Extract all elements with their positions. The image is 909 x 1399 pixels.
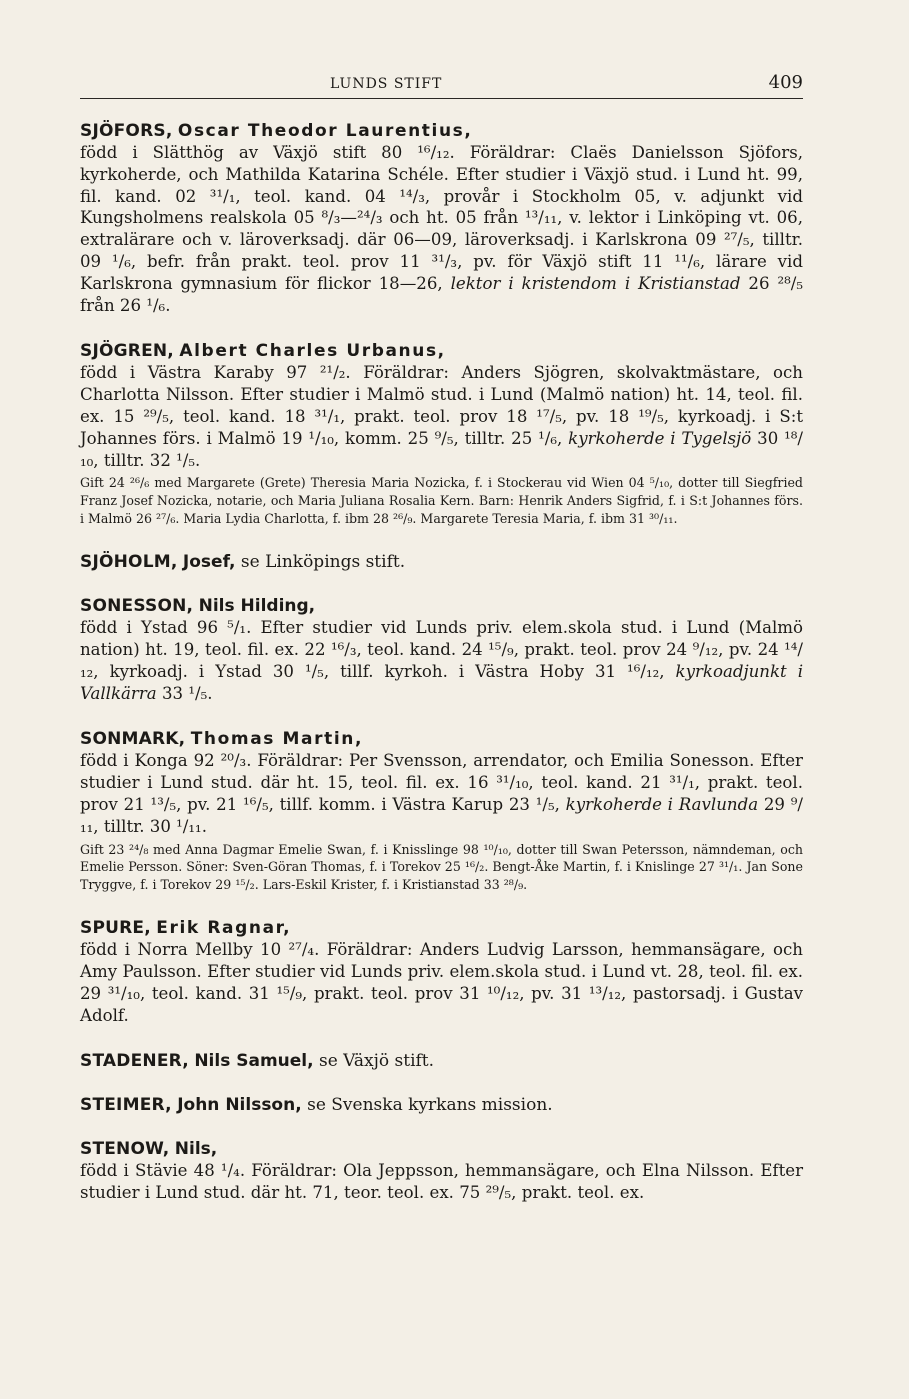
entry-given-names: Nils, [174,1139,218,1160]
entry-given-names: Albert Charles Urbanus, [179,341,446,362]
running-title: LUNDS STIFT [330,76,443,92]
entry-surname: SJÖHOLM, [80,552,178,573]
biography-text: född i Ystad 96 ⁵/₁. Efter studier vid Lunds priv. elem.skola stud. i Lund (Malmö nation) ht. 19, teol. fil. ex. 22 ¹⁶/₃, teol. kand. 24 ¹⁵/₉, prakt. teol. prov 24 ⁹/₁₂, pv. 24 ¹⁴/₁₂, kyrkoadj. i Ystad 30 ¹/₅, tillf. kyrkoh. i Västra Hoby 31 ¹⁶/₁₂, [80,618,803,681]
entry-stenow [80,1138,803,1204]
entry-given-names: Oscar Theodor Laurentius, [177,121,473,141]
page-number: 409 [768,72,803,93]
entry-surname: STEIMER, [80,1095,172,1116]
biography-title: kyrkoherde i Ravlunda [565,794,759,814]
entry-biography [80,142,803,316]
entry-given-names: Nils Samuel, [194,1051,314,1072]
entry-given-names: Thomas Martin, [190,729,364,750]
entry-biography: född i Norra Mellby 10 ²⁷/₄. Föräldrar: Anders Ludvig Larsson, hemmansägare, och Amy Paulsson. Efter studier vid Lunds priv. elem.skola stud. i Lund vt. 28, teol. fil. ex. 29 ³¹/₁₀, teol. kand. 31 ¹⁵/₉, prakt. teol. prov 31 ¹⁰/₁₂, pv. 31 ¹³/₁₂, pastorsadj. i Gustav Adolf. [80,940,803,1025]
biography-text-end: 33 ¹/₅. [161,683,213,703]
entry-given-names: John Nilsson, [177,1095,302,1116]
entry-surname: SPURE, [80,918,151,939]
entry-sonesson [80,595,803,704]
entry-steimer [80,1094,803,1116]
entry-name [80,595,803,617]
biography-title: kyrkoherde i Tygelsjö [568,428,752,448]
entry-biography [80,617,803,704]
biography-title: kyrkoadjunkt i Vallkärra [80,661,804,703]
entry-surname: SJÖGREN, [80,341,174,362]
entry-name [80,917,803,939]
entry-given-names: Josef, [182,552,236,573]
biography-text-end: 29 ⁹/₁₁, tilltr. 30 ¹/₁₁. [80,794,803,836]
entry-stadener [80,1050,803,1072]
entry-name [80,551,803,573]
entry-surname: STENOW, [80,1139,170,1160]
entry-biography [80,362,803,471]
entry-sjofors [80,120,803,316]
biography-title: lektor i kristendom i Kristianstad [450,273,741,293]
page-header [80,72,803,99]
entry-surname: SJÖFORS, [80,121,173,141]
entry-biography [80,750,803,837]
cross-reference: se Svenska kyrkans mission. [307,1095,553,1116]
entry-name [80,340,803,362]
entry-family: Gift 24 ²⁶/₆ med Margarete (Grete) Theresia Maria Nozicka, f. i Stockerau vid Wien 04 ⁵/₁₀, dotter till Siegfried Franz Josef Nozicka, notarie, och Maria Juliana Rosalia Kern. Barn: Henrik Anders Sigfrid, f. i S:t Johannes förs. i Malmö 26 ²⁷/₆. Maria Lydia Charlotta, f. ibm 28 ²⁶/₉. Margarete Teresia Maria, f. ibm 31 ³⁰/₁₁. [80,475,803,526]
biography-text-end: 30 ¹⁸/₁₀, tilltr. 32 ¹/₅. [80,428,803,470]
entry-surname: SONMARK, [80,729,186,750]
entry-biography: född i Stävie 48 ¹/₄. Föräldrar: Ola Jeppsson, hemmansägare, och Elna Nilsson. Efter studier i Lund stud. där ht. 71, teor. teol. ex. 75 ²⁹/₅, prakt. teol. ex. [80,1161,803,1203]
biography-text-end: 26 ²⁸/₅ från 26 ¹/₆. [80,273,803,315]
entry-spure [80,917,803,1026]
entry-name [80,1094,803,1116]
entry-name [80,1138,803,1160]
entry-name [80,120,803,142]
entry-surname: STADENER, [80,1051,189,1072]
entry-sonmark [80,728,803,893]
cross-reference: se Linköpings stift. [240,552,406,573]
cross-reference: se Växjö stift. [318,1051,435,1072]
biography-text: född i Slätthög av Växjö stift 80 ¹⁶/₁₂. Föräldrar: Claës Danielsson Sjöfors, kyrkoherde, och Mathilda Katarina Schéle. Efter studier i Växjö stud. i Lund ht. 99, fil. kand. 02 ³¹/₁, teol. kand. 04 ¹⁴/₃, provår i Stockholm 05, v. adjunkt vid Kungsholmens realskola 05 ⁸/₃—²⁴/₃ och ht. 05 från ¹³/₁₁, v. lektor i Linköping vt. 06, extralärare och v. läroverksadj. där 06—09, läroverksadj. i Karlskrona 09 ²⁷/₅, tilltr. 09 ¹/₆, befr. från prakt. teol. prov 11 ³¹/₃, pv. för Växjö stift 11 ¹¹/₆, lärare vid Karlskrona gymnasium för flickor 18—26, [80,143,803,293]
entry-surname: SONESSON, [80,596,194,617]
biography-text: född i Konga 92 ²⁰/₃. Föräldrar: Per Svensson, arrendator, och Emilia Sonesson. Efter studier i Lund stud. där ht. 15, teol. fil. ex. 16 ³¹/₁₀, teol. kand. 21 ³¹/₁, prakt. teol. prov 21 ¹³/₅, pv. 21 ¹⁶/₅, tillf. komm. i Västra Karup 23 ¹/₅, [80,751,803,814]
entries-column [80,120,803,1228]
entry-name [80,1050,803,1072]
entry-sjoholm [80,551,803,573]
entry-family: Gift 23 ²⁴/₈ med Anna Dagmar Emelie Swan, f. i Knisslinge 98 ¹⁰/₁₀, dotter till Swan Petersson, nämndeman, och Emelie Persson. Söner: Sven-Göran Thomas, f. i Torekov 25 ¹⁶/₂. Bengt-Åke Martin, f. i Knislinge 27 ³¹/₁. Jan Sone Tryggve, f. i Torekov 29 ¹⁵/₂. Lars-Eskil Krister, f. i Kristianstad 33 ²⁸/₉. [80,841,803,892]
entry-given-names: Erik Ragnar, [156,918,292,939]
entry-sjogren [80,340,803,527]
entry-given-names: Nils Hilding, [198,596,316,617]
biography-text: född i Västra Karaby 97 ²¹/₂. Föräldrar: Anders Sjögren, skolvaktmästare, och Charlotta Nilsson. Efter studier i Malmö stud. i Lund (Malmö nation) ht. 14, teol. fil. ex. 15 ²⁹/₅, teol. kand. 18 ³¹/₁, prakt. teol. prov 18 ¹⁷/₅, pv. 18 ¹⁹/₅, kyrkoadj. i S:t Johannes förs. i Malmö 19 ¹/₁₀, komm. 25 ⁹/₅, tilltr. 25 ¹/₆, [80,363,803,448]
entry-name [80,728,803,750]
